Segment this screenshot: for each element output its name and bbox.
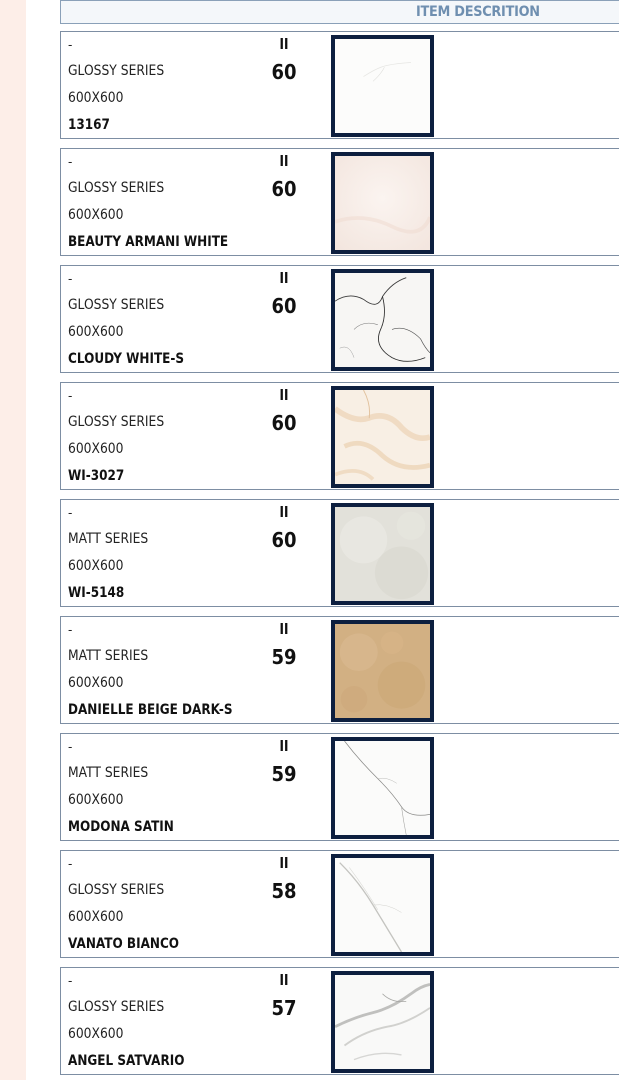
item-grade: II <box>279 504 289 521</box>
table-header <box>60 0 619 24</box>
item-size: 600X600 <box>68 792 124 808</box>
item-size: 600X600 <box>68 207 124 223</box>
grey-cement-tile <box>331 503 434 605</box>
item-code: DANIELLE BEIGE DARK-S <box>68 702 233 718</box>
item-code: WI-3027 <box>68 468 125 484</box>
item-code: CLOUDY WHITE-S <box>68 351 185 367</box>
item-row <box>60 967 619 1075</box>
item-grade: II <box>279 36 289 53</box>
item-dash: - <box>68 856 73 871</box>
white-marble-faint-tile <box>331 35 434 137</box>
item-grade: II <box>279 387 289 404</box>
item-size: 600X600 <box>68 324 124 340</box>
item-quantity: 57 <box>271 996 297 1020</box>
item-grade: II <box>279 153 289 170</box>
item-dash: - <box>68 622 73 637</box>
item-size: 600X600 <box>68 441 124 457</box>
item-code: VANATO BIANCO <box>68 936 180 952</box>
item-description-cell <box>68 617 268 723</box>
statuario-grey-vein-tile <box>331 971 434 1073</box>
item-dash: - <box>68 154 73 169</box>
item-series: GLOSSY SERIES <box>68 297 165 313</box>
left-margin-strip <box>0 0 26 1080</box>
item-dash: - <box>68 973 73 988</box>
item-size: 600X600 <box>68 675 124 691</box>
item-description-cell <box>68 266 268 372</box>
item-quantity: 58 <box>271 879 297 903</box>
item-grade: II <box>279 270 289 287</box>
item-code: 13167 <box>68 117 110 133</box>
item-description-cell <box>68 734 268 840</box>
item-code: WI-5148 <box>68 585 125 601</box>
item-description-cell <box>68 500 268 606</box>
item-quantity: 60 <box>271 294 297 318</box>
item-quantity: 60 <box>271 528 297 552</box>
item-series: MATT SERIES <box>68 531 149 547</box>
item-quantity: 60 <box>271 60 297 84</box>
item-row <box>60 616 619 724</box>
item-quantity: 59 <box>271 762 297 786</box>
white-satin-vein-tile <box>331 737 434 839</box>
item-size: 600X600 <box>68 909 124 925</box>
dark-beige-stone-tile <box>331 620 434 722</box>
item-size: 600X600 <box>68 1026 124 1042</box>
item-series: MATT SERIES <box>68 765 149 781</box>
item-size: 600X600 <box>68 90 124 106</box>
item-row <box>60 499 619 607</box>
item-series: GLOSSY SERIES <box>68 414 165 430</box>
item-dash: - <box>68 739 73 754</box>
item-row <box>60 31 619 139</box>
item-series: MATT SERIES <box>68 648 149 664</box>
beige-onyx-tile <box>331 386 434 488</box>
item-row <box>60 265 619 373</box>
white-bianco-vein-tile <box>331 854 434 956</box>
item-series: GLOSSY SERIES <box>68 180 165 196</box>
item-dash: - <box>68 505 73 520</box>
item-series: GLOSSY SERIES <box>68 63 165 79</box>
item-code: BEAUTY ARMANI WHITE <box>68 234 229 250</box>
item-quantity: 59 <box>271 645 297 669</box>
item-quantity: 60 <box>271 411 297 435</box>
item-description-header: ITEM DESCRITION <box>416 4 540 20</box>
item-quantity: 60 <box>271 177 297 201</box>
white-dark-vein-tile <box>331 269 434 371</box>
item-size: 600X600 <box>68 558 124 574</box>
item-description-cell <box>68 851 268 957</box>
item-grade: II <box>279 855 289 872</box>
item-row <box>60 733 619 841</box>
item-code: MODONA SATIN <box>68 819 174 835</box>
item-dash: - <box>68 37 73 52</box>
item-row <box>60 850 619 958</box>
item-row <box>60 382 619 490</box>
item-grade: II <box>279 621 289 638</box>
item-row <box>60 148 619 256</box>
item-code: ANGEL SATVARIO <box>68 1053 185 1069</box>
item-description-cell <box>68 968 268 1074</box>
warm-white-onyx-tile <box>331 152 434 254</box>
item-series: GLOSSY SERIES <box>68 882 165 898</box>
item-description-cell <box>68 149 268 255</box>
item-grade: II <box>279 972 289 989</box>
item-description-cell <box>68 383 268 489</box>
item-dash: - <box>68 271 73 286</box>
item-grade: II <box>279 738 289 755</box>
item-series: GLOSSY SERIES <box>68 999 165 1015</box>
item-dash: - <box>68 388 73 403</box>
item-description-cell <box>68 32 268 138</box>
